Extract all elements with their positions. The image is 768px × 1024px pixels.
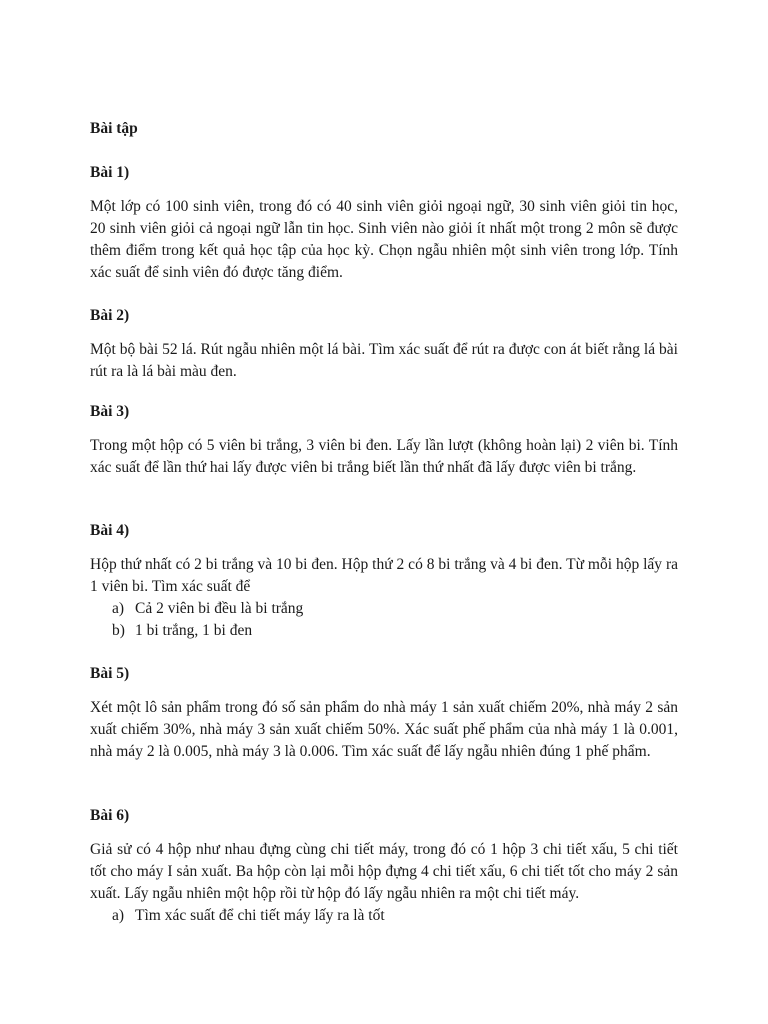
option-label: a) bbox=[112, 907, 125, 924]
problem-5 bbox=[90, 663, 678, 763]
option-list bbox=[90, 598, 678, 642]
problem-text: Hộp thứ nhất có 2 bi trắng và 10 bi đen. Hộp thứ 2 có 8 bi trắng và 4 bi đen. Từ mỗi hộp lấy ra 1 viên bi. Tìm xác suất để bbox=[90, 556, 678, 595]
problem-heading: Bài 4) bbox=[90, 522, 130, 539]
problem-2 bbox=[90, 305, 678, 383]
problem-text: Một bộ bài 52 lá. Rút ngẫu nhiên một lá bài. Tìm xác suất để rút ra được con át biết rằng lá bài rút ra là lá bài màu đen. bbox=[90, 341, 678, 380]
problem-4 bbox=[90, 520, 678, 642]
option-list bbox=[90, 905, 678, 927]
problem-text: Xét một lô sản phẩm trong đó số sản phẩm do nhà máy 1 sản xuất chiếm 20%, nhà máy 2 sản xuất chiếm 30%, nhà máy 3 sản xuất chiếm 50%. Xác suất phế phẩm của nhà máy 1 là 0.001, nhà máy 2 là 0.005, nhà máy 3 là 0.006. Tìm xác suất để lấy ngẫu nhiên đúng 1 phế phẩm. bbox=[90, 699, 678, 760]
problem-6 bbox=[90, 805, 678, 927]
problem-text: Một lớp có 100 sinh viên, trong đó có 40 sinh viên giỏi ngoại ngữ, 30 sinh viên giỏi tin học, 20 sinh viên giỏi cả ngoại ngữ lẫn tin học. Sinh viên nào giỏi ít nhất một trong 2 môn sẽ được thêm điểm trong kết quả học tập của học kỳ. Chọn ngẫu nhiên một sinh viên trong lớp. Tính xác suất để sinh viên đó được tăng điểm. bbox=[90, 198, 678, 281]
problem-1 bbox=[90, 162, 678, 284]
option-item bbox=[112, 598, 678, 620]
problem-heading: Bài 5) bbox=[90, 665, 130, 682]
problem-heading: Bài 3) bbox=[90, 403, 130, 420]
option-item bbox=[112, 620, 678, 642]
problem-heading: Bài 2) bbox=[90, 307, 130, 324]
option-text: 1 bi trắng, 1 bi đen bbox=[135, 622, 253, 639]
problem-heading: Bài 6) bbox=[90, 807, 130, 824]
option-label: a) bbox=[112, 600, 125, 617]
option-label: b) bbox=[112, 622, 125, 639]
document-title: Bài tập bbox=[90, 120, 138, 137]
problem-heading: Bài 1) bbox=[90, 164, 130, 181]
option-item bbox=[112, 905, 678, 927]
problem-text: Trong một hộp có 5 viên bi trắng, 3 viên bi đen. Lấy lần lượt (không hoàn lại) 2 viên bi. Tính xác suất để lần thứ hai lấy được viên bi trắng biết lần thứ nhất đã lấy được viên bi trắng. bbox=[90, 437, 678, 476]
problem-3 bbox=[90, 401, 678, 479]
problem-text: Giả sử có 4 hộp như nhau đựng cùng chi tiết máy, trong đó có 1 hộp 3 chi tiết xấu, 5 chi tiết tốt cho máy I sản xuất. Ba hộp còn lại mỗi hộp đựng 4 chi tiết xấu, 6 chi tiết tốt cho máy 2 sản xuất. Lấy ngẫu nhiên một hộp rồi từ hộp đó lấy ngẫu nhiên ra một chi tiết máy. bbox=[90, 841, 678, 902]
option-text: Cả 2 viên bi đều là bi trắng bbox=[135, 600, 304, 617]
option-text: Tìm xác suất để chi tiết máy lấy ra là tốt bbox=[135, 907, 385, 924]
